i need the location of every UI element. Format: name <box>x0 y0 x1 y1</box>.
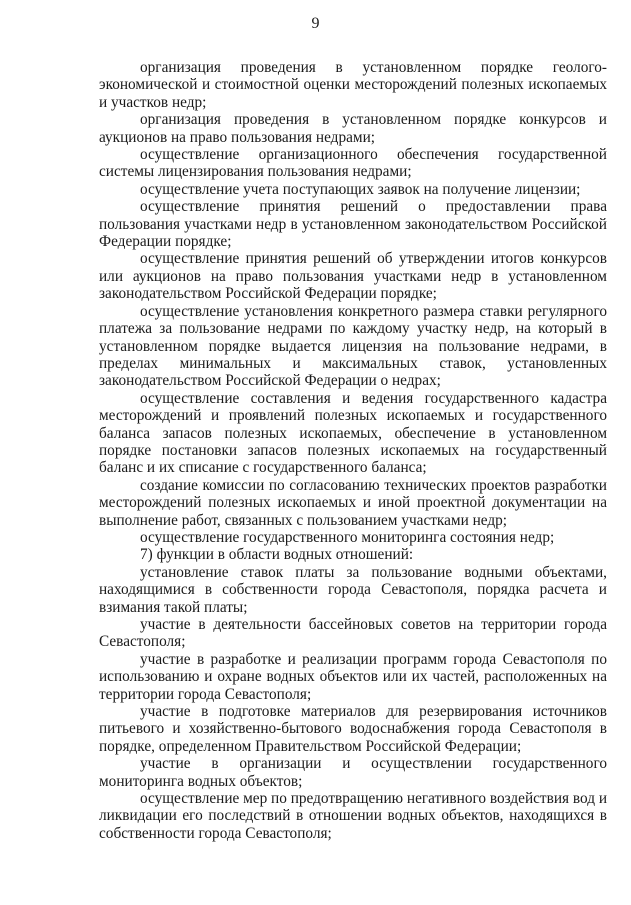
paragraph-water-reservation: участие в подготовке материалов для резервирования источников питьевого и хозяйственно-бытового водоснабжения города Севастополя в порядке, определенном Правительством Российской Федерации; <box>99 703 607 755</box>
document-body <box>99 59 607 842</box>
section-heading-water-relations: 7) функции в области водных отношений: <box>140 546 414 564</box>
paragraph-application-accounting: осуществление учета поступающих заявок на получение лицензии; <box>140 180 581 198</box>
paragraph-geological-assessment: организация проведения в установленном порядке геолого-экономической и стоимостной оценки месторождений полезных ископаемых и участков недр; <box>99 59 607 111</box>
paragraph-technical-commission: создание комиссии по согласованию технических проектов разработки месторождений полезных ископаемых и иной проектной документации на выполнение работ, связанных с пользованием участками недр; <box>99 476 607 529</box>
paragraph-water-fees: установление ставок платы за пользование водными объектами, находящимися в собственности города Севастополя, порядка расчета и взимания такой платы; <box>99 563 607 616</box>
paragraph-water-monitoring: участие в организации и осуществлении государственного мониторинга водных объектов; <box>99 755 607 790</box>
paragraph-state-cadastre: осуществление составления и ведения государственного кадастра месторождений и проявлений полезных ископаемых и государственного баланса запасов полезных ископаемых, обеспечение в установленном порядке постановки запасов полезных ископаемых на государственный баланс и их списание с государственного баланса; <box>99 389 607 477</box>
paragraph-payment-rates: осуществление установления конкретного размера ставки регулярного платежа за пользование недрами по каждому участку недр, на который в установленном порядке выдается лицензия на пользование недрами, в пределах минимальных и максимальных ставок, установленных законодательством Российской Федерации о недрах; <box>99 302 607 390</box>
page-number: 9 <box>311 15 320 32</box>
paragraph-auctions: организация проведения в установленном порядке конкурсов и аукционов на право пользования недрами; <box>99 111 607 146</box>
paragraph-water-programs: участие в разработке и реализации программ города Севастополя по использованию и охране водных объектов или их частей, расположенных на территории города Севастополя; <box>99 650 607 703</box>
paragraph-subsoil-monitoring: осуществление государственного мониторинга состояния недр; <box>140 528 555 546</box>
paragraph-negative-impact: осуществление мер по предотвращению негативного воздействия вод и ликвидации его последствий в отношении водных объектов, находящихся в собственности города Севастополя; <box>99 790 608 842</box>
paragraph-auction-results: осуществление принятия решений об утверждении итогов конкурсов или аукционов на право пользования участками недр в установленном законодательством Российской Федерации порядке; <box>99 250 607 303</box>
paragraph-basin-councils: участие в деятельности бассейновых советов на территории города Севастополя; <box>99 616 607 651</box>
paragraph-right-granting: осуществление принятия решений о предоставлении права пользования участками недр в установленном законодательством Российской Федерации порядке; <box>99 198 607 251</box>
paragraph-licensing-system: осуществление организационного обеспечения государственной системы лицензирования пользования недрами; <box>99 146 607 181</box>
